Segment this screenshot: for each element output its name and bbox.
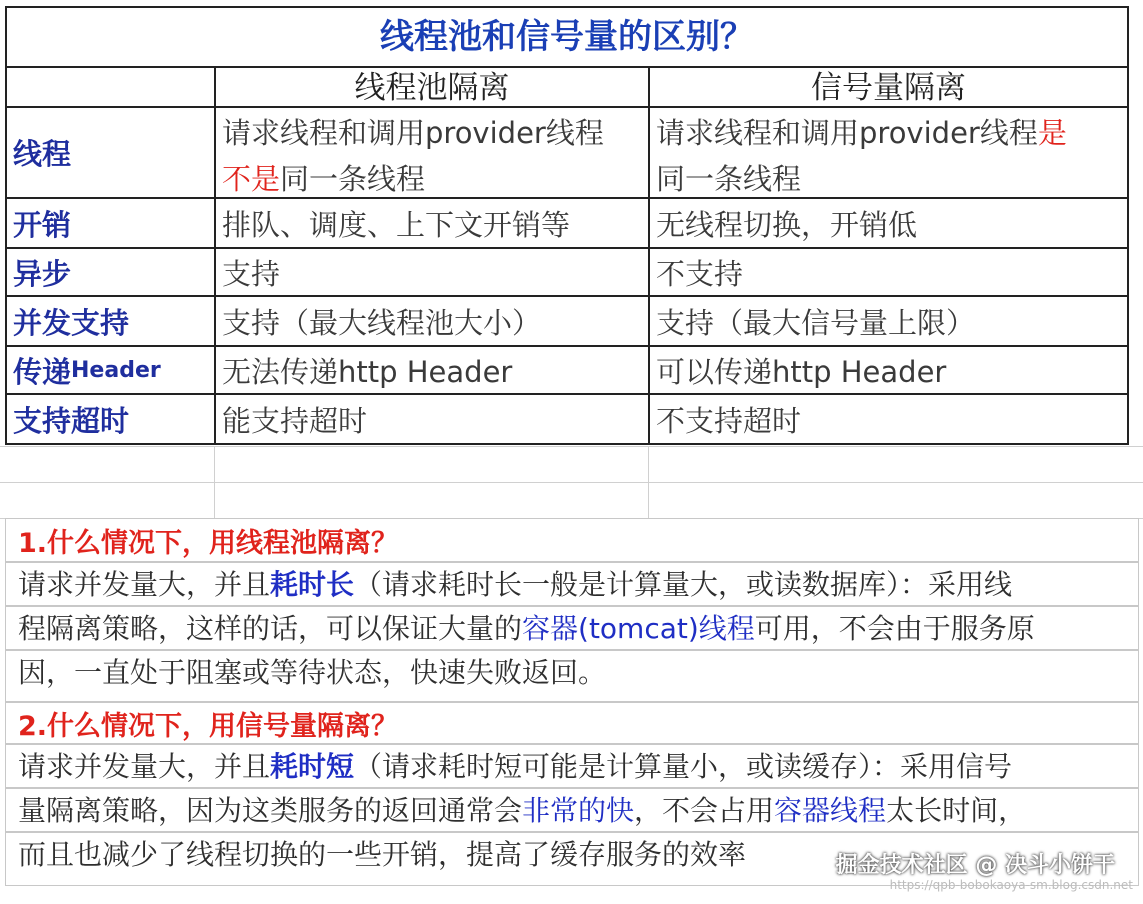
para-text: 可用，不会由于服务原 bbox=[754, 612, 1035, 645]
para-text: 因，一直处于阻塞或等待状态，快速失败返回。 bbox=[18, 656, 607, 689]
para-text: （请求耗时长一般是计算量大，或读数据库）：采用线 bbox=[354, 568, 1013, 601]
emphasis-text: 耗时短 bbox=[270, 750, 355, 783]
grid-line bbox=[648, 446, 649, 518]
cell-text: 请求线程和调用provider线程 bbox=[656, 116, 1038, 150]
cell-thread-pool-overhead: 排队、调度、上下文开销等 bbox=[214, 197, 650, 249]
cell-text: 同一条线程 bbox=[656, 162, 802, 196]
cell-semaphore-header: 可以传递http Header bbox=[648, 345, 1129, 395]
row-label-overhead: 开销 bbox=[5, 197, 216, 249]
cell-semaphore-thread bbox=[648, 106, 1129, 199]
grid-line bbox=[0, 446, 1143, 447]
row-label-async: 异步 bbox=[5, 247, 216, 297]
para-text: 量隔离策略，因为这类服务的返回通常会 bbox=[18, 794, 523, 827]
row-label-thread: 线程 bbox=[5, 106, 216, 199]
question-1-line-3 bbox=[5, 650, 1139, 702]
highlight-text: 是 bbox=[1037, 116, 1067, 150]
cell-thread-pool-timeout: 能支持超时 bbox=[214, 393, 650, 445]
cell-thread-pool-header: 无法传递http Header bbox=[214, 345, 650, 395]
cell-semaphore-overhead: 无线程切换，开销低 bbox=[648, 197, 1129, 249]
emphasis-text: 容器(tomcat)线程 bbox=[522, 612, 755, 645]
cell-text: 请求线程和调用provider线程 bbox=[222, 116, 604, 150]
watermark: 掘金技术社区 @ 决斗小饼干 bbox=[835, 853, 1115, 878]
emphasis-text: 非常的快 bbox=[522, 794, 635, 827]
cell-semaphore-concurrency: 支持（最大信号量上限） bbox=[648, 295, 1129, 347]
column-header-semaphore: 信号量隔离 bbox=[648, 66, 1129, 108]
emphasis-text: 容器线程 bbox=[774, 794, 887, 827]
column-header-thread-pool: 线程池隔离 bbox=[214, 66, 650, 108]
para-text: 请求并发量大，并且 bbox=[18, 568, 271, 601]
question-1-heading: 1.什么情况下，用线程池隔离？ bbox=[5, 518, 1139, 562]
question-2-heading: 2.什么情况下，用信号量隔离？ bbox=[5, 702, 1139, 744]
para-text: ，不会占用 bbox=[634, 794, 775, 827]
emphasis-text: 耗时长 bbox=[270, 568, 355, 601]
row-label-concurrency: 并发支持 bbox=[5, 295, 216, 347]
para-text: 而且也减少了线程切换的一些开销，提高了缓存服务的效率 bbox=[18, 838, 747, 871]
watermark-url: https://qpb-bobokaoya-sm.blog.csdn.net bbox=[889, 878, 1133, 892]
para-text: 程隔离策略，这样的话，可以保证大量的 bbox=[18, 612, 523, 645]
cell-thread-pool-concurrency: 支持（最大线程池大小） bbox=[214, 295, 650, 347]
row-label-timeout: 支持超时 bbox=[5, 393, 216, 445]
para-text: 太长时间， bbox=[886, 794, 1027, 827]
para-text: （请求耗时短可能是计算量小，或读缓存）：采用信号 bbox=[354, 750, 1013, 783]
question-2-line-1 bbox=[5, 744, 1139, 788]
grid-line bbox=[214, 446, 215, 518]
para-text: 请求并发量大，并且 bbox=[18, 750, 271, 783]
cell-text: 同一条线程 bbox=[280, 162, 426, 196]
cell-thread-pool-async: 支持 bbox=[214, 247, 650, 297]
row-label-text: Header bbox=[71, 357, 161, 383]
grid-line bbox=[0, 482, 1143, 483]
highlight-text: 不是 bbox=[222, 162, 281, 196]
row-label-text: 传递 bbox=[13, 354, 72, 389]
cell-semaphore-timeout: 不支持超时 bbox=[648, 393, 1129, 445]
cell-thread-pool-thread bbox=[214, 106, 650, 199]
row-label-header bbox=[5, 345, 216, 395]
question-2-line-2 bbox=[5, 788, 1139, 832]
table-title: 线程池和信号量的区别？ bbox=[5, 6, 1129, 68]
cell-semaphore-async: 不支持 bbox=[648, 247, 1129, 297]
header-empty-cell bbox=[5, 66, 216, 108]
question-1-line-1 bbox=[5, 562, 1139, 606]
question-1-line-2 bbox=[5, 606, 1139, 650]
